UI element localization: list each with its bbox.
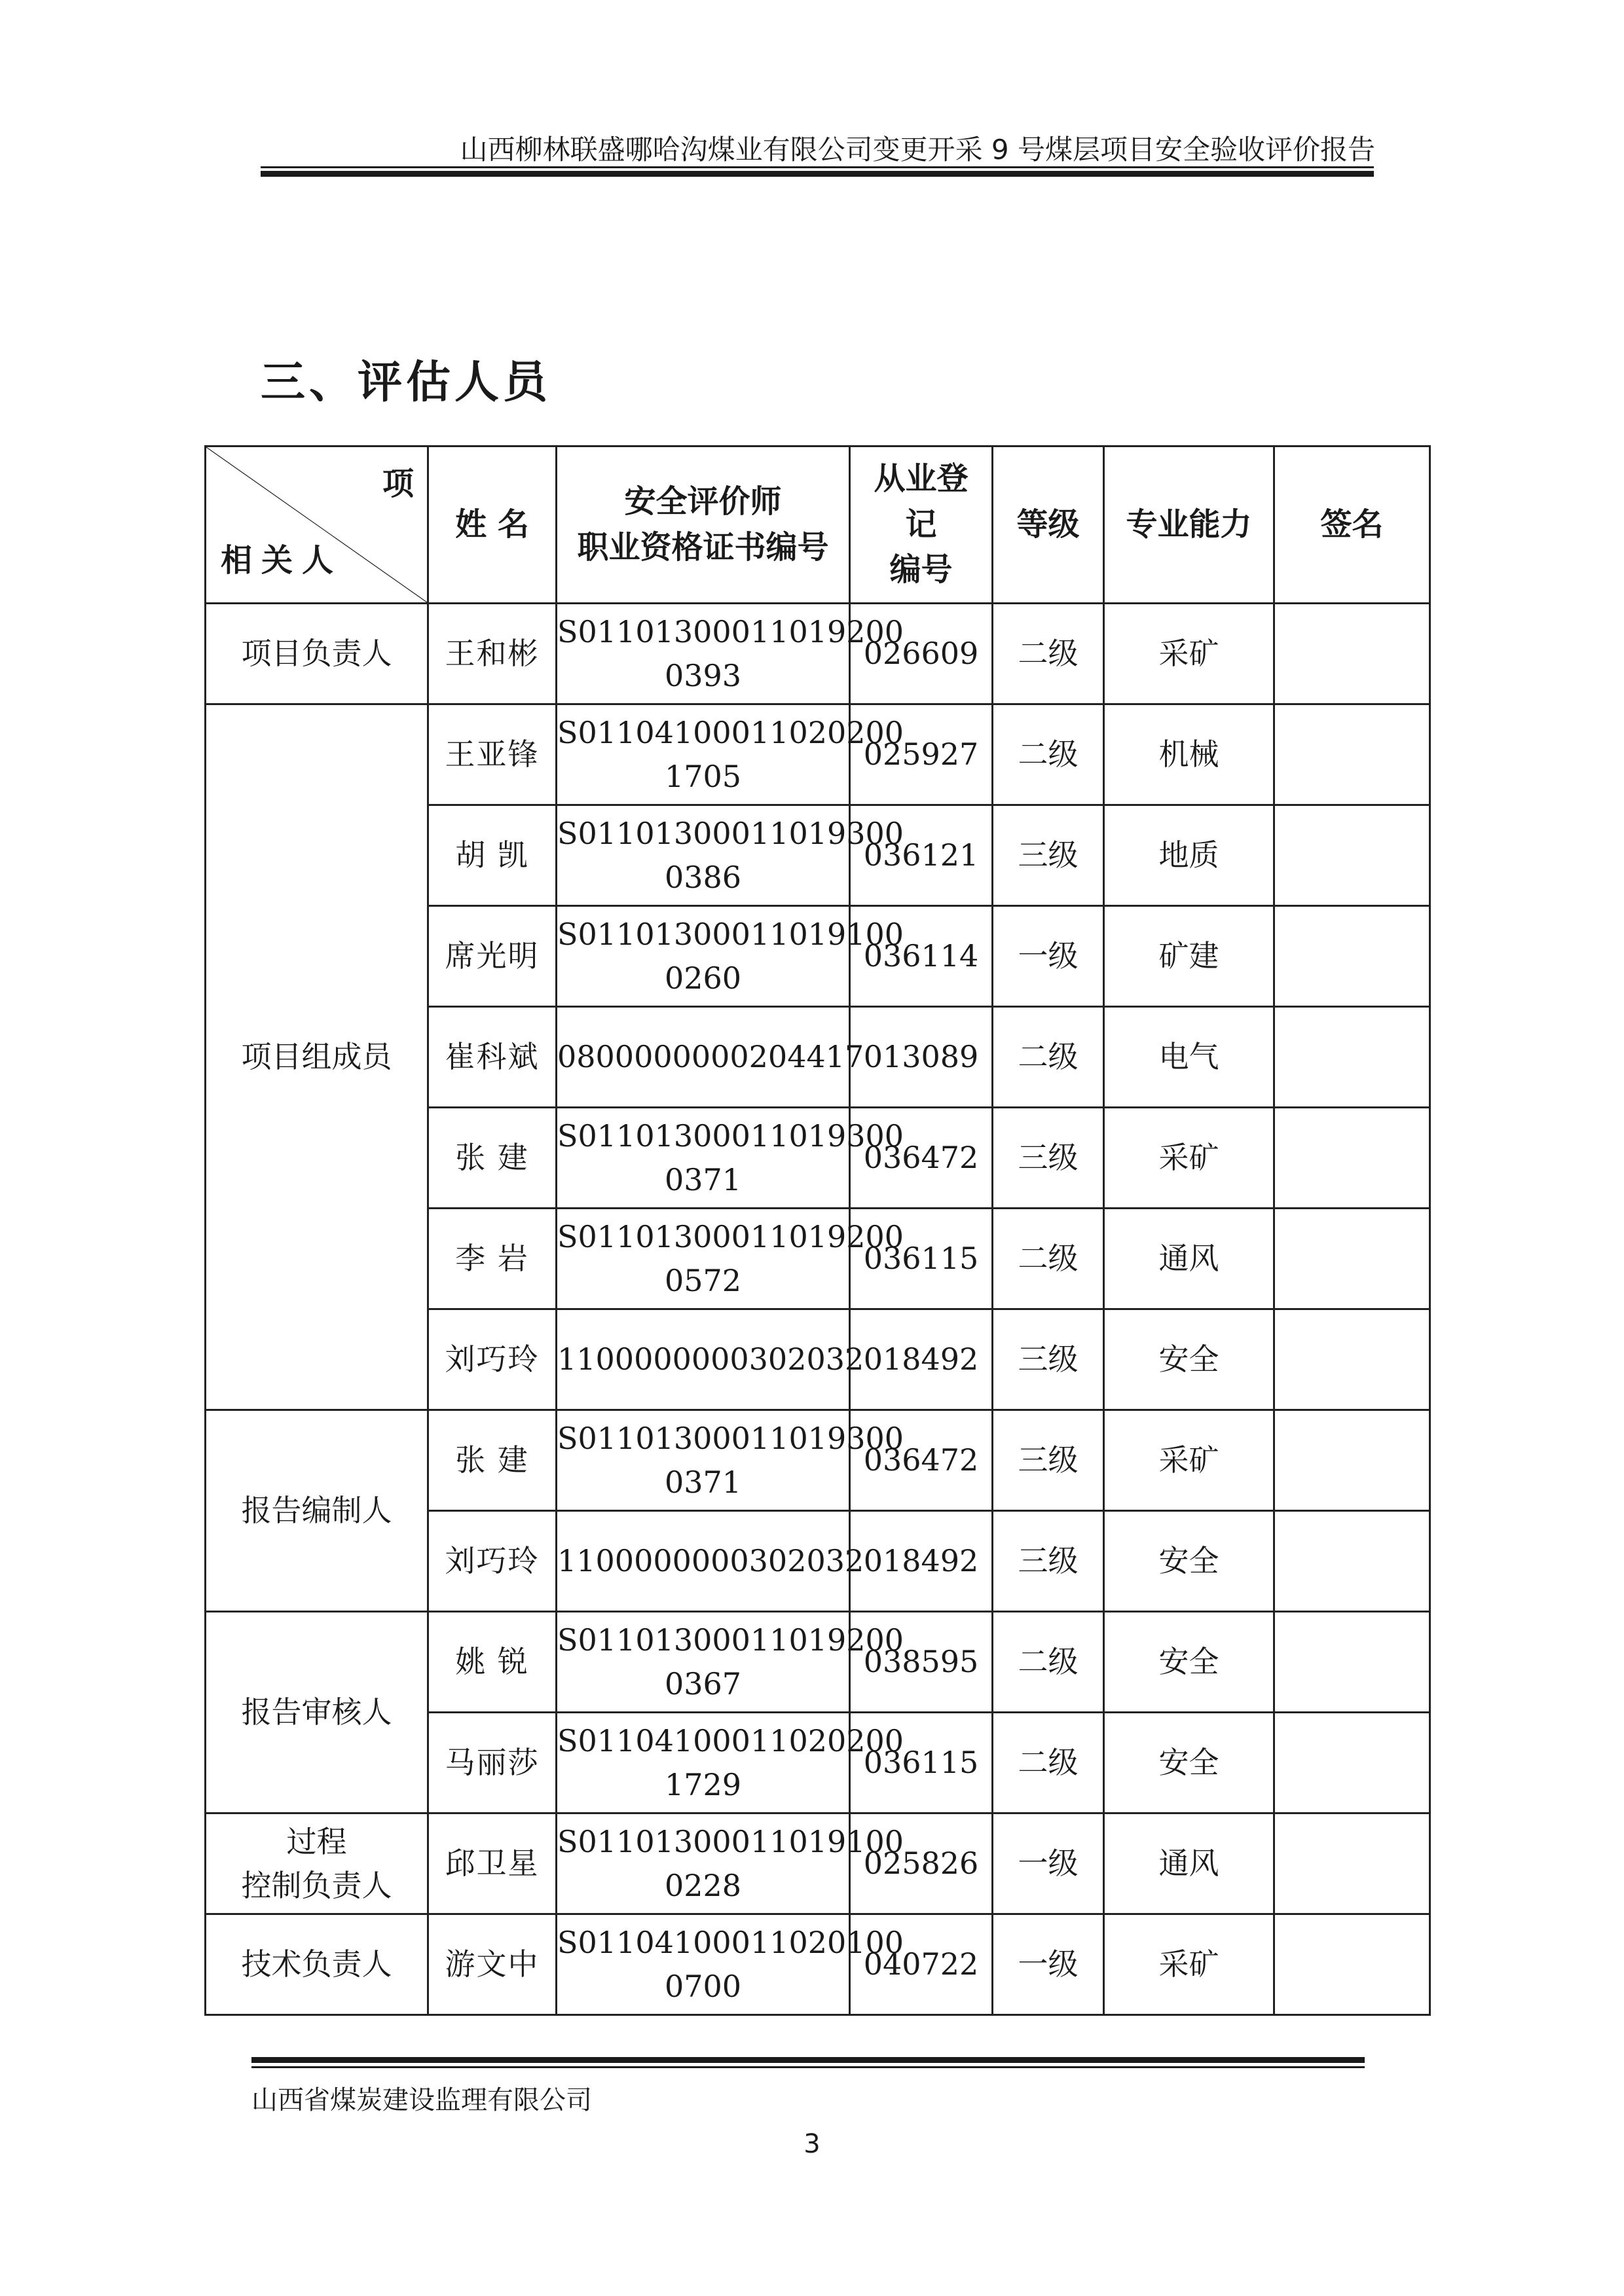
header-rule-thick	[261, 171, 1374, 177]
registration-number: 036115	[850, 1713, 993, 1813]
corner-label-person: 相关人	[221, 542, 343, 579]
certificate-number: 1100000000302032	[557, 1511, 850, 1612]
certificate-number	[557, 1410, 904, 1511]
group-technical-leader: 技术负责人	[206, 1914, 428, 2015]
certificate-number	[557, 604, 904, 704]
table-row	[206, 704, 1430, 805]
registration-number: 036115	[850, 1209, 993, 1309]
header-registration-line3: 编号	[889, 551, 953, 589]
table-row	[206, 1410, 1430, 1511]
header-registration	[850, 446, 993, 604]
page-number: 3	[803, 2129, 821, 2159]
section-heading: 三、评估人员	[261, 357, 552, 409]
header-rule-thin	[261, 166, 1374, 168]
corner-header-cell	[206, 446, 428, 604]
certificate-number	[557, 1108, 904, 1209]
registration-number: 036121	[850, 805, 993, 906]
certificate-number	[557, 1813, 904, 1914]
level: 三级	[993, 1511, 1104, 1612]
header-certificate	[557, 446, 850, 604]
signature-cell	[1274, 1007, 1430, 1108]
level: 一级	[993, 1914, 1104, 2015]
assessment-staff-table	[204, 445, 1431, 2016]
header-name-label: 姓 名	[455, 505, 529, 543]
certificate-line1: S01101300011019300	[557, 1118, 904, 1154]
signature-cell	[1274, 1914, 1430, 2015]
footer-company-name: 山西省煤炭建设监理有限公司	[251, 2085, 592, 2115]
certificate-number	[557, 1713, 904, 1813]
certificate-number	[557, 906, 904, 1007]
registration-number: 036472	[850, 1410, 993, 1511]
person-name: 王亚锋	[428, 704, 557, 805]
signature-cell	[1274, 1511, 1430, 1612]
header-specialty-label: 专业能力	[1126, 505, 1252, 543]
person-name: 游文中	[428, 1914, 557, 2015]
certificate-line1: S01104100011020200	[557, 714, 904, 750]
level: 二级	[993, 604, 1104, 704]
level: 三级	[993, 1309, 1104, 1410]
registration-number: 018492	[850, 1511, 993, 1612]
person-name: 邱卫星	[428, 1813, 557, 1914]
level: 三级	[993, 1410, 1104, 1511]
registration-number: 025927	[850, 704, 993, 805]
header-signature-label: 签名	[1320, 505, 1384, 543]
certificate-line1: S01101300011019300	[557, 1420, 904, 1456]
signature-cell	[1274, 805, 1430, 906]
specialty: 通风	[1104, 1813, 1274, 1914]
table-header-row	[206, 446, 1430, 604]
signature-cell	[1274, 906, 1430, 1007]
group-report-compiler: 报告编制人	[206, 1410, 428, 1612]
person-name: 李 岩	[428, 1209, 557, 1309]
level: 一级	[993, 906, 1104, 1007]
certificate-line1: S01101300011019100	[557, 916, 904, 952]
certificate-number: 0800000000204417	[557, 1007, 850, 1108]
table-row	[206, 1612, 1430, 1713]
certificate-line2: 0572	[664, 1262, 742, 1298]
signature-cell	[1274, 1410, 1430, 1511]
registration-number: 013089	[850, 1007, 993, 1108]
specialty: 通风	[1104, 1209, 1274, 1309]
certificate-line2: 0386	[664, 859, 742, 895]
certificate-number	[557, 1209, 904, 1309]
signature-cell	[1274, 1108, 1430, 1209]
certificate-line2: 0260	[664, 960, 742, 996]
footer-rule-thick	[251, 2057, 1365, 2063]
group-project-leader: 项目负责人	[206, 604, 428, 704]
level: 二级	[993, 1007, 1104, 1108]
person-name: 刘巧玲	[428, 1511, 557, 1612]
person-name: 姚 锐	[428, 1612, 557, 1713]
table-row	[206, 1914, 1430, 2015]
header-level-label: 等级	[1016, 505, 1080, 543]
group-team-members: 项目组成员	[206, 704, 428, 1410]
signature-cell	[1274, 1209, 1430, 1309]
person-name: 马丽莎	[428, 1713, 557, 1813]
header-specialty	[1104, 446, 1274, 604]
certificate-number: 1100000000302032	[557, 1309, 850, 1410]
header-certificate-line1: 安全评价师	[624, 483, 782, 520]
header-registration-line2: 记	[905, 505, 937, 543]
certificate-line2: 0371	[664, 1464, 742, 1500]
person-name: 王和彬	[428, 604, 557, 704]
certificate-number	[557, 1612, 904, 1713]
person-name: 席光明	[428, 906, 557, 1007]
level: 二级	[993, 1713, 1104, 1813]
header-certificate-line2: 职业资格证书编号	[577, 528, 829, 566]
certificate-line1: S01101300011019200	[557, 613, 904, 649]
person-name: 刘巧玲	[428, 1309, 557, 1410]
certificate-line2: 0371	[664, 1161, 742, 1197]
certificate-line2: 1705	[664, 758, 742, 794]
specialty: 采矿	[1104, 1410, 1274, 1511]
person-name: 张 建	[428, 1410, 557, 1511]
specialty: 安全	[1104, 1612, 1274, 1713]
person-name: 崔科斌	[428, 1007, 557, 1108]
registration-number: 040722	[850, 1914, 993, 2015]
certificate-line1: S01104100011020100	[557, 1924, 904, 1960]
certificate-line1: S01101300011019200	[557, 1622, 904, 1658]
level: 一级	[993, 1813, 1104, 1914]
header-name	[428, 446, 557, 604]
person-name: 张 建	[428, 1108, 557, 1209]
specialty: 安全	[1104, 1511, 1274, 1612]
signature-cell	[1274, 1309, 1430, 1410]
certificate-line1: S01101300011019200	[557, 1218, 904, 1254]
specialty: 地质	[1104, 805, 1274, 906]
certificate-number	[557, 704, 904, 805]
signature-cell	[1274, 1612, 1430, 1713]
registration-number: 038595	[850, 1612, 993, 1713]
signature-cell	[1274, 1813, 1430, 1914]
group-report-reviewer: 报告审核人	[206, 1612, 428, 1813]
header-level	[993, 446, 1104, 604]
level: 三级	[993, 805, 1104, 906]
level: 三级	[993, 1108, 1104, 1209]
certificate-line1: S01101300011019300	[557, 815, 904, 851]
document-header-title: 山西柳林联盛哪哈沟煤业有限公司变更开采 9 号煤层项目安全验收评价报告	[460, 134, 1375, 166]
corner-label-item: 项	[382, 465, 414, 502]
certificate-number	[557, 805, 904, 906]
registration-number: 025826	[850, 1813, 993, 1914]
specialty: 电气	[1104, 1007, 1274, 1108]
specialty: 矿建	[1104, 906, 1274, 1007]
specialty: 安全	[1104, 1713, 1274, 1813]
header-registration-line1: 从业登	[874, 460, 969, 498]
header-signature	[1274, 446, 1430, 604]
registration-number: 026609	[850, 604, 993, 704]
registration-number: 018492	[850, 1309, 993, 1410]
certificate-line2: 0700	[664, 1968, 742, 2004]
specialty: 安全	[1104, 1309, 1274, 1410]
certificate-line2: 1729	[664, 1766, 742, 1802]
signature-cell	[1274, 1713, 1430, 1813]
table-row	[206, 604, 1430, 704]
group-process-control-line2: 控制负责人	[241, 1867, 392, 1903]
specialty: 采矿	[1104, 604, 1274, 704]
signature-cell	[1274, 604, 1430, 704]
certificate-line2: 0393	[664, 657, 742, 693]
certificate-line2: 0228	[664, 1867, 742, 1903]
certificate-number	[557, 1914, 904, 2015]
level: 二级	[993, 1612, 1104, 1713]
registration-number: 036114	[850, 906, 993, 1007]
level: 二级	[993, 1209, 1104, 1309]
certificate-line1: S01101300011019100	[557, 1823, 904, 1859]
signature-cell	[1274, 704, 1430, 805]
certificate-line1: S01104100011020200	[557, 1722, 904, 1758]
certificate-line2: 0367	[664, 1666, 742, 1702]
level: 二级	[993, 704, 1104, 805]
group-process-control-leader	[206, 1813, 428, 1914]
specialty: 机械	[1104, 704, 1274, 805]
specialty: 采矿	[1104, 1914, 1274, 2015]
table-row	[206, 1813, 1430, 1914]
footer-rule-thin	[251, 2066, 1365, 2068]
group-process-control-line1: 过程	[286, 1823, 347, 1859]
registration-number: 036472	[850, 1108, 993, 1209]
person-name: 胡 凯	[428, 805, 557, 906]
specialty: 采矿	[1104, 1108, 1274, 1209]
